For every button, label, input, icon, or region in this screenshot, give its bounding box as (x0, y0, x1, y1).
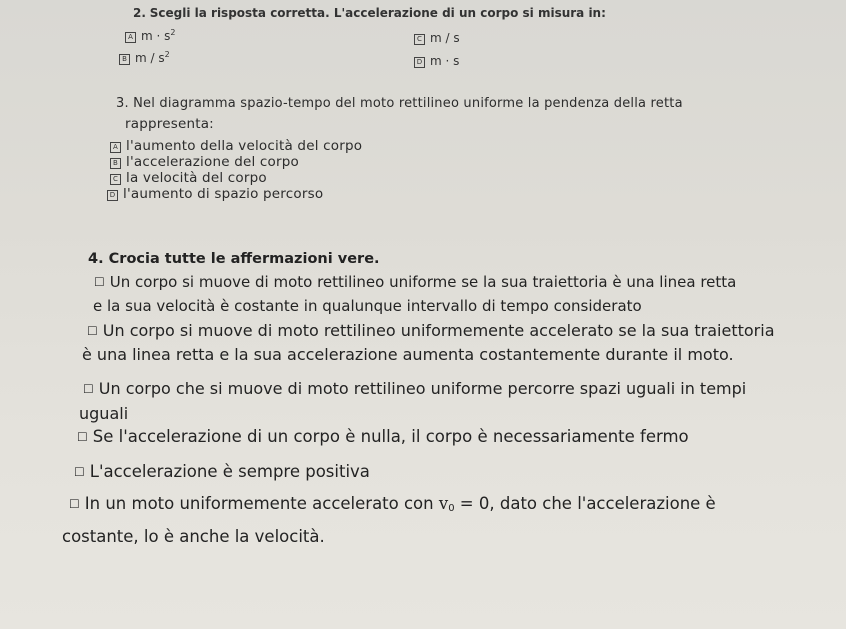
q2-option-a-letter: A (125, 32, 136, 43)
statement-6-text-pre: In un moto uniformemente accelerato con (84, 494, 439, 513)
checkbox-5[interactable]: ☐ (74, 465, 85, 479)
q2-option-b[interactable] (119, 50, 170, 65)
statement-6-eq: = 0 (454, 494, 490, 513)
statement-6-var: v (438, 494, 449, 513)
q2-option-a[interactable] (125, 28, 175, 43)
checkbox-3[interactable]: ☐ (83, 382, 94, 396)
checkbox-4[interactable]: ☐ (77, 430, 88, 444)
q3-option-c-text: la velocità del corpo (126, 170, 267, 186)
q3-option-b-letter: B (110, 158, 121, 169)
statement-6-text-post: , dato che l'accelerazione è (489, 494, 716, 513)
q2-option-c-base: m / s (430, 31, 460, 45)
checkbox-2[interactable]: ☐ (87, 324, 98, 338)
q2-option-d[interactable] (414, 54, 459, 68)
statement-6-sub: 0 (448, 503, 455, 514)
q3-option-b-text: l'accelerazione del corpo (126, 154, 299, 170)
statement-2-line-1[interactable] (87, 321, 775, 340)
q2-option-a-exp: 2 (170, 28, 176, 37)
statement-3-line-1[interactable] (83, 379, 746, 398)
statement-1-line-2: e la sua velocità è costante in qualunque intervallo di tempo considerato (93, 297, 642, 315)
q3-option-d-text: l'aumento di spazio percorso (123, 186, 324, 202)
question-2-text: Scegli la risposta corretta. L'accelerazione di un corpo si misura in: (149, 6, 606, 20)
checkbox-6[interactable]: ☐ (69, 497, 80, 511)
q3-option-a-text: l'aumento della velocità del corpo (126, 138, 363, 154)
q3-option-a[interactable] (110, 138, 362, 154)
q3-option-d[interactable] (107, 186, 323, 202)
checkbox-1[interactable]: ☐ (94, 275, 105, 289)
statement-3-line-2: uguali (79, 404, 129, 423)
statement-4[interactable] (77, 427, 689, 446)
question-2-header (133, 6, 606, 20)
q2-option-b-base: m / s (135, 51, 165, 65)
q3-option-d-letter: D (107, 190, 118, 201)
question-3-line-1: 3. Nel diagramma spazio-tempo del moto rettilineo uniforme la pendenza della retta (116, 96, 683, 111)
statement-1-text-1: Un corpo si muove di moto rettilineo uniforme se la sua traiettoria è una linea retta (109, 273, 737, 291)
statement-5-text: L'accelerazione è sempre positiva (89, 462, 370, 481)
q3-option-c-letter: C (110, 174, 121, 185)
statement-2-text-1: Un corpo si muove di moto rettilineo uniformemente accelerato se la sua traiettoria (102, 321, 775, 340)
statement-6-line-2: costante, lo è anche la velocità. (62, 527, 325, 546)
statement-1-line-1[interactable] (94, 273, 736, 291)
question-2-number: 2. (133, 6, 146, 20)
statement-3-text-1: Un corpo che si muove di moto rettilineo uniforme percorre spazi uguali in tempi (98, 379, 747, 398)
q2-option-b-letter: B (119, 54, 130, 65)
q2-option-a-base: m · s (141, 29, 171, 43)
q3-option-a-letter: A (110, 142, 121, 153)
statement-5[interactable] (74, 462, 370, 481)
q2-option-b-exp: 2 (164, 50, 170, 59)
statement-4-text: Se l'accelerazione di un corpo è nulla, il corpo è necessariamente fermo (92, 427, 689, 446)
q3-option-c[interactable] (110, 170, 267, 186)
q2-option-d-letter: D (414, 57, 425, 68)
q2-option-d-base: m · s (430, 54, 460, 68)
statement-2-line-2: è una linea retta e la sua accelerazione aumenta costantemente durante il moto. (82, 345, 734, 364)
statement-6-line-1[interactable] (69, 494, 716, 514)
question-3-line-2: rappresenta: (125, 116, 214, 132)
question-4-title: 4. Crocia tutte le affermazioni vere. (88, 251, 380, 267)
q2-option-c[interactable] (414, 31, 460, 45)
q2-option-c-letter: C (414, 34, 425, 45)
q3-option-b[interactable] (110, 154, 299, 170)
